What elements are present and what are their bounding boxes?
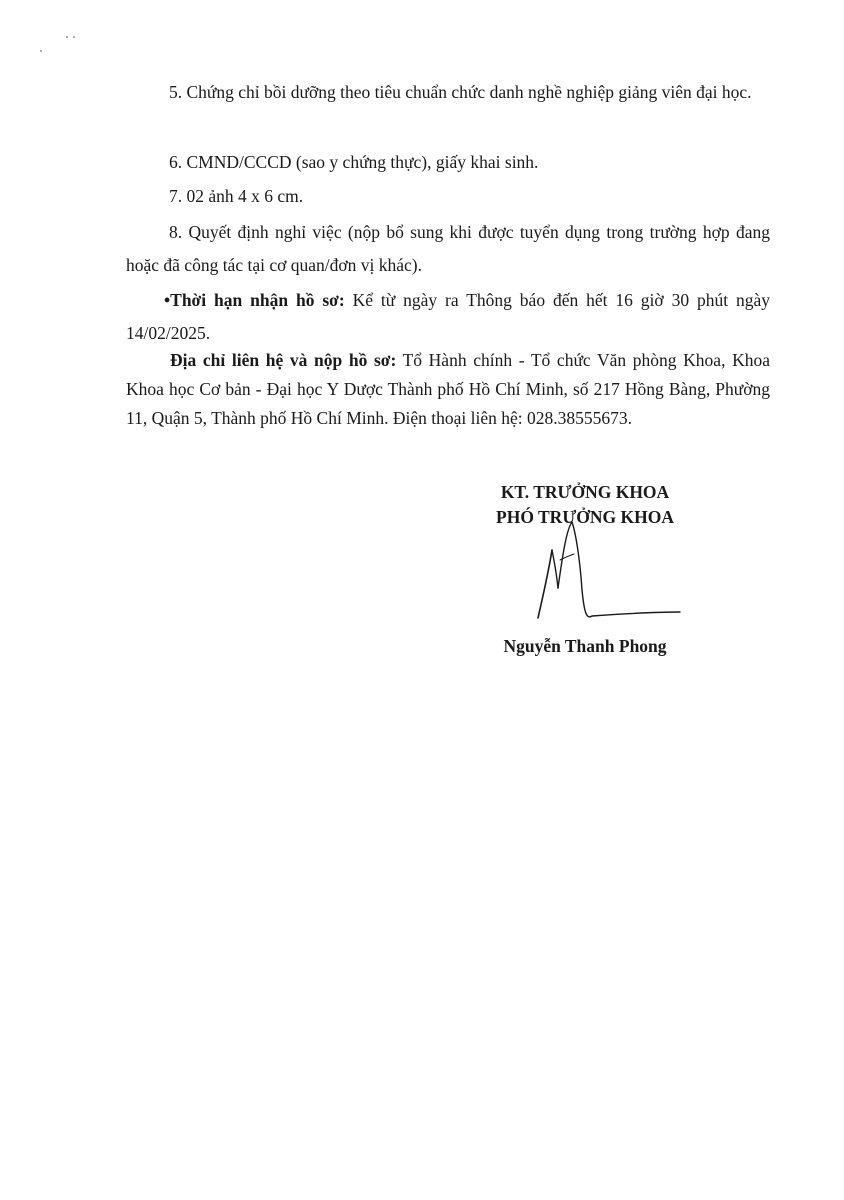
deadline-label: Thời hạn nhận hồ sơ:: [170, 290, 345, 310]
list-item-8: 8. Quyết định nghỉ việc (nộp bổ sung khi được tuyển dụng trong trường hợp đang hoặc đã công tác tại cơ quan/đơn vị khác).: [126, 222, 770, 275]
bullet-icon: •: [164, 290, 171, 310]
scan-speck: [66, 36, 68, 38]
contact-paragraph: [126, 346, 770, 433]
contact-text: Tổ Hành chính - Tổ chức Văn phòng Khoa, Khoa Khoa học Cơ bản - Đại học Y Dược Thành phố Hồ Chí Minh, số 217 Hồng Bàng, Phường 11, Quận 5, Thành phố Hồ Chí Minh. Điện thoại liên hệ: 028.38555673.: [126, 350, 770, 428]
signature-title-line1: KT. TRƯỞNG KHOA: [500, 482, 670, 502]
scan-speck: [40, 50, 42, 52]
deadline-paragraph: [126, 284, 770, 350]
scan-speck: [73, 36, 75, 38]
handwritten-signature: [520, 520, 700, 630]
deadline-text: Kể từ ngày ra Thông báo đến hết 16 giờ 30 phút ngày 14/02/2025.: [126, 290, 770, 343]
signature-title-line2: PHÓ TRƯỞNG KHOA: [496, 507, 674, 527]
list-item-7: 7. 02 ảnh 4 x 6 cm.: [169, 186, 304, 206]
list-item-5: 5. Chứng chỉ bồi dưỡng theo tiêu chuẩn chức danh nghề nghiệp giảng viên đại học.: [169, 82, 752, 102]
signer-name: Nguyễn Thanh Phong: [503, 636, 667, 656]
contact-label: Địa chỉ liên hệ và nộp hồ sơ:: [170, 350, 397, 370]
list-item-6: 6. CMND/CCCD (sao y chứng thực), giấy khai sinh.: [169, 152, 539, 172]
